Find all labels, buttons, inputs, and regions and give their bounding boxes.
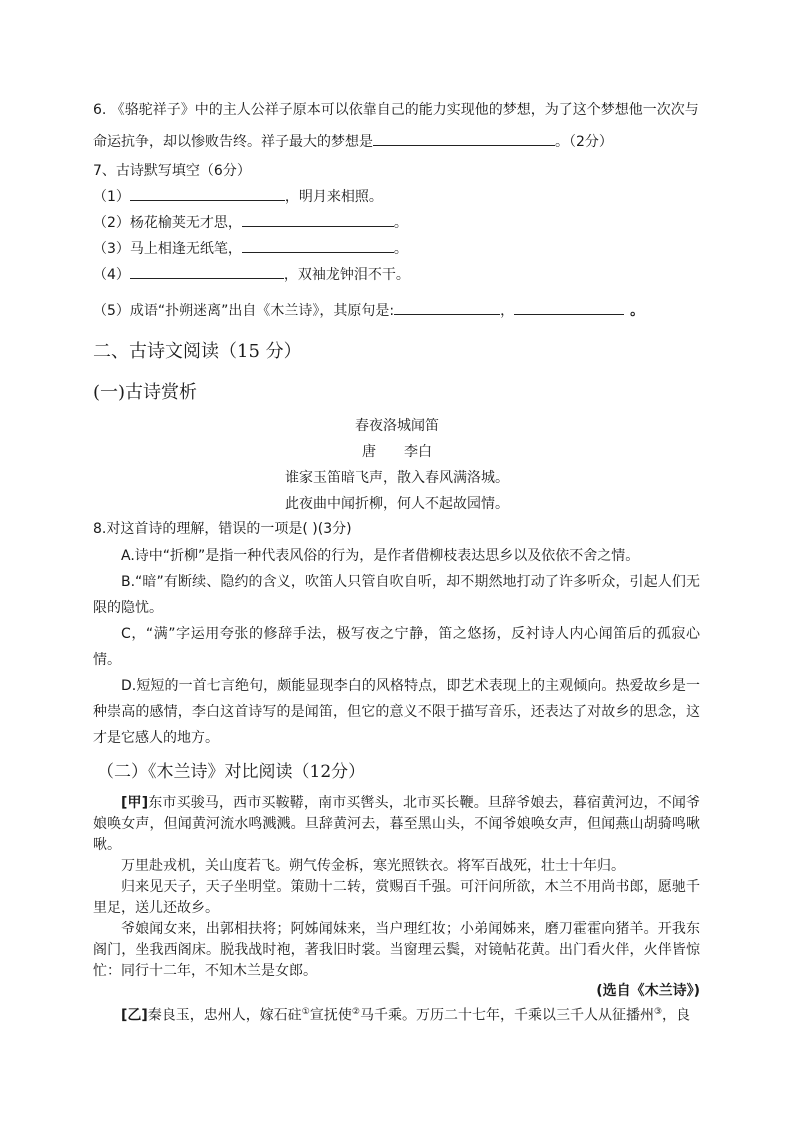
q7-item-1-num: （1） [93,189,130,205]
q7-item-4-blank[interactable] [130,264,284,279]
q6-line1: 6. 《骆驼祥子》中的主人公祥子原本可以依靠自己的能力实现他的梦想，为了这个梦想他一次次与 [93,102,699,118]
passage-jia-tag: [甲] [121,795,149,811]
q6-line2 [93,131,613,152]
section2-title: 二、古诗文阅读（15 分） [93,341,302,362]
passage-yi-note-1: ① [301,1007,310,1017]
poem-line-1: 谁家玉笛暗飞声，散入春风满洛城。 [285,470,509,486]
q7-item-1 [93,186,383,207]
q7-title: 7、古诗默写填空（6分） [93,163,251,179]
passage-jia-p1 [93,793,700,856]
q8-stem: 8.对这首诗的理解，错误的一项是( )(3分) [93,521,352,537]
q7-item-2-end: 。 [393,215,408,231]
q6-score: 。（2分） [555,134,613,150]
q7-item-2-text: （2）杨花榆荚无才思， [93,215,242,231]
passage-jia-p1-text: 东市买骏马，西市买鞍鞯，南市买辔头，北市买长鞭。旦辞爷娘去，暮宿黄河边，不闻爷娘唤女声，但闻黄河流水鸣溅溅。旦辞黄河去，暮至黑山头，不闻爷娘唤女声，但闻燕山胡骑鸣啾啾。 [93,795,701,853]
passage-jia-p4: 爷娘闻女来，出郭相扶将；阿姊闻妹来，当户理红妆；小弟闻姊来，磨刀霍霍向猪羊。开我东阁门，坐我西阁床。脱我战时袍，著我旧时裳。当窗理云鬓，对镜帖花黄。出门看火伴，火伴皆惊忙：同行十二年，不知木兰是女郎。 [93,921,700,979]
q7-item-2 [93,212,408,233]
passage-jia-p3: 归来见天子，天子坐明堂。策勋十二转，赏赐百千强。可汗问所欲，木兰不用尚书郎，愿驰千里足，送儿还故乡。 [93,879,700,916]
section2-sub2: （二）《木兰诗》对比阅读（12分） [97,762,366,782]
poem-dynasty: 唐 [362,444,376,460]
q7-item-3-end: 。 [393,241,408,257]
q7-item-5-blank-1[interactable] [394,300,500,315]
q7-item-5-blank-2[interactable] [514,300,624,315]
passage-yi-text-a: 秦良玉，忠州人，嫁石砫 [147,1007,302,1024]
poem-author: 李白 [404,444,432,460]
q7-item-3-blank[interactable] [242,238,394,253]
q7-item-3 [93,238,408,259]
q7-item-5-text: （5）成语“扑朔迷离”出自《木兰诗》，其原句是: [93,303,395,319]
poem-title: 春夜洛城闻笛 [355,418,439,434]
passage-yi-line [121,1002,690,1026]
passage-yi-text-c: 马千乘。万历二十七年，千乘以三千人从征播州 [359,1007,654,1024]
passage-yi-text-b: 宣抚使 [309,1007,352,1024]
q7-item-5-sep: ， [500,303,515,319]
poem-line-2: 此夜曲中闻折柳，何人不起故园情。 [285,496,509,512]
passage-jia-source: (选自《木兰诗》) [596,983,700,999]
q8-option-c[interactable]: C，“满”字运用夸张的修辞手法，极写夜之宁静，笛之悠扬，反衬诗人内心闻笛后的孤寂心情。 [93,626,700,668]
q7-item-1-blank[interactable] [130,186,285,201]
q6-line2-text: 命运抗争，却以惨败告终。祥子最大的梦想是 [93,134,373,150]
q7-item-4 [93,264,410,285]
q8-option-b[interactable]: B.“暗”有断续、隐约的含义，吹笛人只管自吹自听，却不期然地打动了许多听众，引起人们无限的隐忧。 [93,574,700,616]
q7-item-3-text: （3）马上相逢无纸笔， [93,241,242,257]
q7-item-5-end: 。 [630,303,645,319]
q7-item-4-num: （4） [93,267,130,283]
q8-option-d[interactable]: D.短短的一首七言绝句，颇能显现李白的风格特点，即艺术表现上的主观倾向。热爱故乡是一种崇高的感情，李白这首诗写的是闻笛，但它的意义不限于描写音乐，还表达了对故乡的思念，这才是它感人的地方。 [93,678,700,746]
passage-yi-text-d: ，良 [662,1007,691,1024]
passage-yi-note-2: ② [351,1007,360,1017]
q7-item-4-text: ，双袖龙钟泪不干。 [283,267,410,283]
passage-yi-tag: [乙] [121,1007,148,1024]
poem-byline [0,442,794,462]
section2-sub1: (一)古诗赏析 [93,382,198,403]
passage-jia-p2: 万里赴戎机，关山度若飞。朔气传金柝，寒光照铁衣。将军百战死，壮士十年归。 [121,858,625,874]
q7-item-2-blank[interactable] [242,212,394,227]
q8-option-a[interactable]: A.诗中“折柳”是指一种代表风俗的行为，是作者借柳枝表达思乡以及依依不舍之情。 [121,548,640,564]
q6-answer-blank[interactable] [373,131,555,146]
q7-item-5 [93,300,644,321]
q7-item-1-text: ，明月来相照。 [284,189,383,205]
passage-yi-note-3: ③ [653,1007,663,1017]
